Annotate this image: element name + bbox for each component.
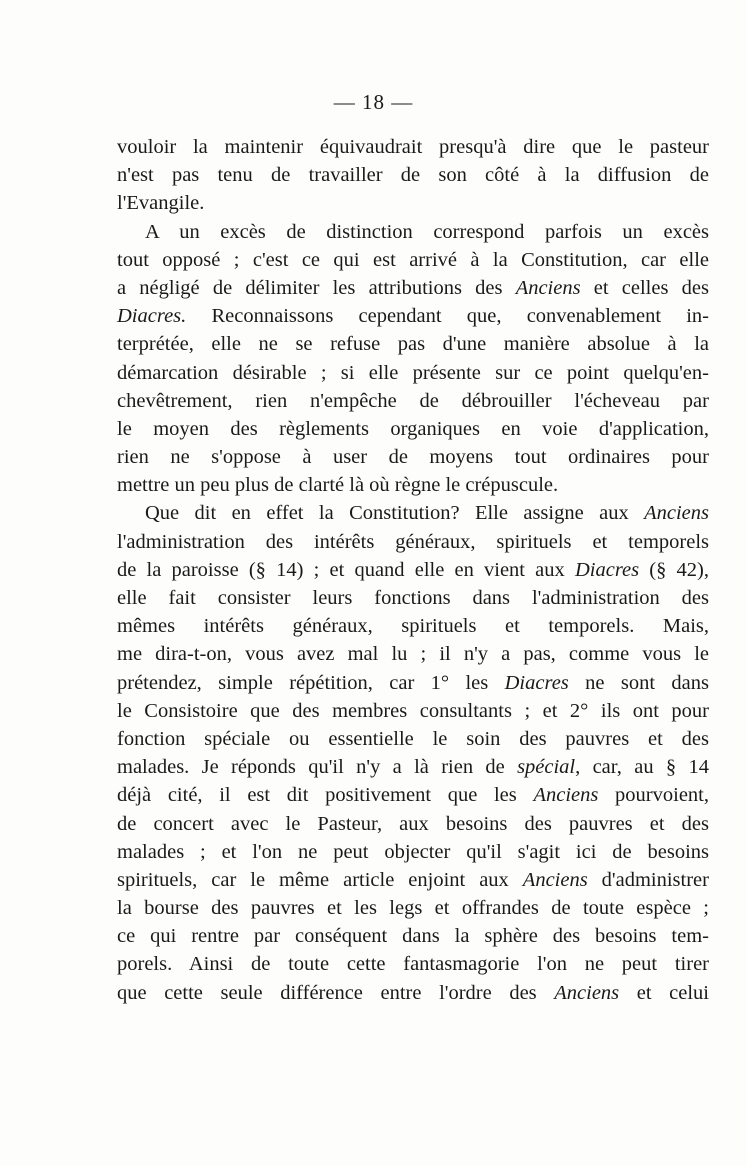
- text-segment: d'administrer: [587, 868, 709, 891]
- text-line: [117, 950, 709, 978]
- text-segment: tout opposé ; c'est ce qui est arrivé à la Constitution, car elle: [117, 248, 709, 271]
- italic-term: Diacres.: [117, 305, 187, 328]
- text-segment: malades. Je réponds qu'il n'y a là rien de: [117, 756, 518, 779]
- text-line: [117, 443, 709, 471]
- text-segment: pourvoient,: [598, 784, 709, 807]
- body-text: [117, 133, 709, 1007]
- text-segment: vouloir la maintenir équivaudrait presqu'à dire que le pasteur: [117, 136, 709, 158]
- text-line: [117, 189, 709, 217]
- text-segment: A un excès de distinction correspond parfois un excès: [145, 220, 709, 243]
- text-line: [117, 894, 709, 922]
- text-segment: a négligé de délimiter les attributions des: [117, 276, 516, 299]
- text-line: [117, 979, 709, 1007]
- text-line: [117, 302, 709, 330]
- text-line: [117, 471, 709, 499]
- text-segment: terprétée, elle ne se refuse pas d'une manière absolue à la: [117, 333, 709, 356]
- text-segment: la bourse des pauvres et les legs et offrandes de toute espèce ;: [117, 897, 709, 920]
- text-line: [117, 697, 709, 725]
- italic-term: Diacres: [574, 558, 640, 581]
- text-segment: Que dit en effet la Constitution? Elle assigne aux: [145, 502, 645, 525]
- text-line: [117, 359, 709, 387]
- text-segment: malades ; et l'on ne peut objecter qu'il s'agit ici de besoins: [117, 840, 709, 863]
- text-segment: spirituels, car le même article enjoint aux: [117, 868, 523, 891]
- text-line: [117, 499, 709, 527]
- text-line: [117, 387, 709, 415]
- text-line: [117, 415, 709, 443]
- text-line: [117, 838, 709, 866]
- text-segment: le moyen des règlements organiques en voie d'application,: [117, 417, 709, 440]
- text-line: [117, 584, 709, 612]
- text-segment: que cette seule différence entre l'ordre des: [117, 981, 555, 1004]
- text-segment: et celui: [619, 981, 710, 1004]
- text-line: [117, 922, 709, 950]
- text-segment: mettre un peu plus de clarté là où règne le crépuscule.: [117, 474, 559, 497]
- text-segment: (§ 42),: [639, 558, 710, 581]
- text-segment: porels. Ainsi de toute cette fantasmagorie l'on ne peut tirer: [117, 953, 709, 976]
- text-line: [117, 330, 709, 358]
- italic-term: Anciens: [522, 868, 588, 891]
- text-line: [117, 725, 709, 753]
- text-segment: n'est pas tenu de travailler de son côté à la diffusion de: [117, 164, 709, 187]
- text-segment: mêmes intérêts généraux, spirituels et temporels. Mais,: [117, 615, 709, 638]
- text-segment: de concert avec le Pasteur, aux besoins des pauvres et des: [117, 812, 709, 835]
- text-line: [117, 133, 709, 161]
- text-segment: l'administration des intérêts généraux, spirituels et temporels: [117, 530, 709, 553]
- italic-term: spécial: [517, 756, 576, 779]
- text-line: [117, 810, 709, 838]
- text-line: [117, 528, 709, 556]
- text-segment: ce qui rentre par conséquent dans la sphère des besoins tem-: [117, 925, 709, 948]
- italic-term: Anciens: [515, 276, 581, 299]
- text-line: [117, 246, 709, 274]
- text-segment: et celles des: [580, 276, 709, 299]
- text-segment: le Consistoire que des membres consultants ; et 2° ils ont pour: [117, 699, 709, 722]
- text-segment: déjà cité, il est dit positivement que les: [117, 784, 534, 807]
- text-segment: démarcation désirable ; si elle présente sur ce point quelqu'en-: [117, 361, 709, 384]
- text-line: [117, 640, 709, 668]
- italic-term: Anciens: [644, 502, 709, 525]
- text-line: [117, 866, 709, 894]
- text-segment: elle fait consister leurs fonctions dans l'administration des: [117, 587, 709, 609]
- page-number: — 18 —: [333, 90, 414, 114]
- text-line: [117, 161, 709, 189]
- text-line: [117, 218, 709, 246]
- text-segment: chevêtrement, rien n'empêche de débrouiller l'écheveau par: [117, 389, 709, 412]
- text-segment: l'Evangile.: [117, 192, 205, 215]
- italic-term: Anciens: [533, 784, 599, 807]
- text-line: [117, 753, 709, 781]
- text-line: [117, 612, 709, 640]
- text-segment: rien ne s'oppose à user de moyens tout ordinaires pour: [117, 446, 709, 469]
- text-segment: Reconnaissons cependant que, convenablement in-: [186, 305, 709, 328]
- text-line: [117, 556, 709, 584]
- italic-term: Diacres: [504, 671, 569, 694]
- italic-term: Anciens: [554, 981, 620, 1004]
- text-segment: , car, au § 14: [575, 756, 709, 779]
- text-segment: fonction spéciale ou essentielle le soin des pauvres et des: [117, 727, 709, 750]
- text-line: [117, 274, 709, 302]
- text-segment: ne sont dans: [568, 671, 709, 694]
- text-segment: me dira-t-on, vous avez mal lu ; il n'y a pas, comme vous le: [117, 643, 709, 666]
- text-line: [117, 781, 709, 809]
- text-segment: de la paroisse (§ 14) ; et quand elle en vient aux: [117, 558, 575, 581]
- text-line: [117, 669, 709, 697]
- text-segment: prétendez, simple répétition, car 1° les: [117, 671, 505, 694]
